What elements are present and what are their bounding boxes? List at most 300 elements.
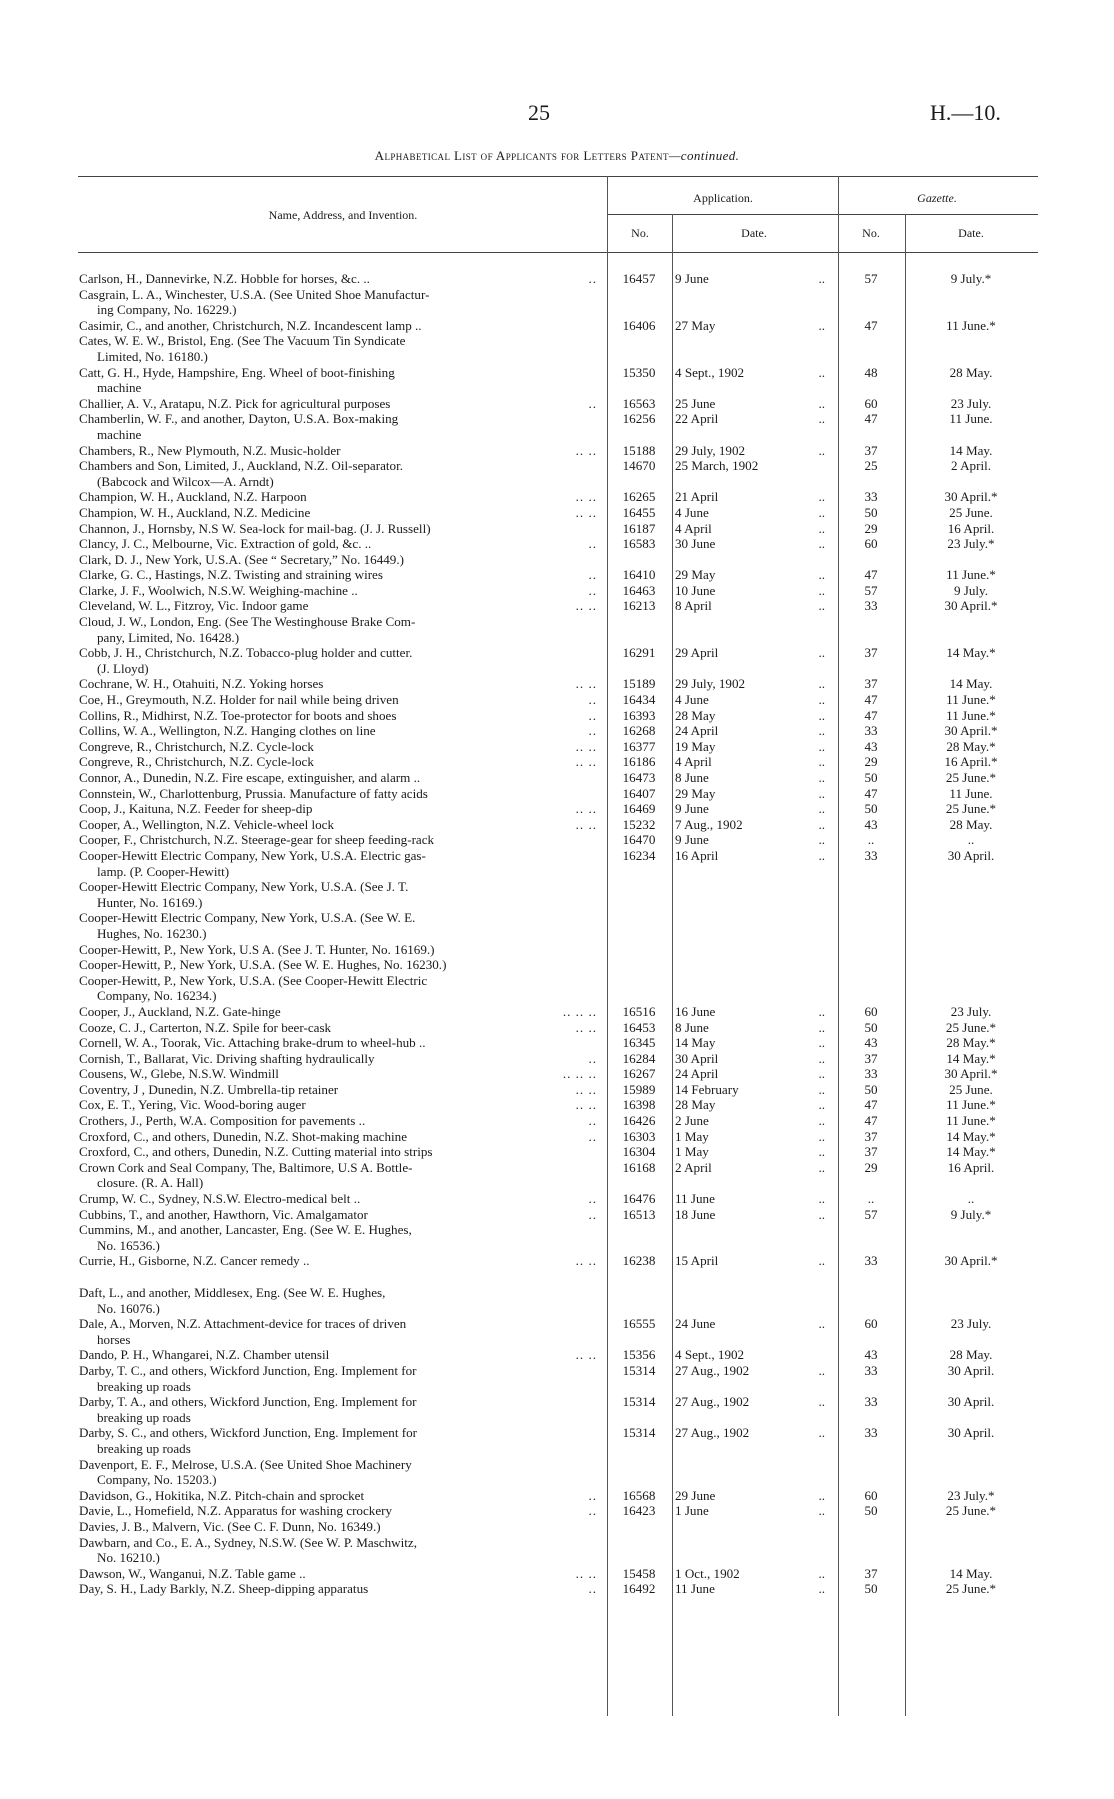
entry-line: Cousens, W., Glebe, N.S.W. Windmill <box>79 1066 279 1082</box>
table-row <box>0 801 1114 817</box>
date-leader-dots: .. <box>818 676 825 692</box>
gazette-date: 28 May. <box>949 816 993 832</box>
application-date <box>675 1113 833 1129</box>
application-date <box>675 676 833 692</box>
gazette-date: 25 June.* <box>945 1503 997 1519</box>
entry-line: Darby, T. A., and others, Wickford Junction, Eng. Implement for <box>79 1394 417 1410</box>
entry-line: Cornell, W. A., Toorak, Vic. Attaching brake-drum to wheel-hub .. <box>79 1035 426 1051</box>
leader-dots: .. .. <box>575 489 597 505</box>
application-date-text: 14 February <box>675 1081 739 1097</box>
table-row <box>0 1566 1114 1582</box>
gazette-date: 30 April. <box>947 1394 995 1410</box>
application-date-text: 2 April <box>675 1159 712 1175</box>
application-date-text: 27 Aug., 1902 <box>675 1425 750 1441</box>
applicant-entry <box>79 1004 597 1020</box>
date-leader-dots: .. <box>818 1503 825 1519</box>
table-row <box>0 676 1114 692</box>
applicant-entry <box>79 1066 597 1082</box>
application-date <box>675 318 833 334</box>
application-date <box>675 1082 833 1098</box>
date-leader-dots: .. <box>818 567 825 583</box>
gazette-date: 30 April.* <box>944 1066 998 1082</box>
table-row <box>0 583 1114 599</box>
gazette-date: 30 April.* <box>944 489 998 505</box>
entry-line: Cobb, J. H., Christchurch, N.Z. Tobacco-plug holder and cutter. <box>79 645 413 661</box>
application-date <box>675 1363 833 1379</box>
date-leader-dots: .. <box>818 754 825 770</box>
gazette-number: 37 <box>864 1128 878 1144</box>
entry-line: Darby, S. C., and others, Wickford Junction, Eng. Implement for <box>79 1425 418 1441</box>
table-row <box>0 817 1114 833</box>
application-number: 16516 <box>622 1003 656 1019</box>
gazette-date: 14 May.* <box>946 1144 996 1160</box>
leader-dots: .. .. <box>575 1097 597 1113</box>
date-leader-dots: .. <box>818 1113 825 1129</box>
leader-dots: .. .. <box>575 1081 597 1097</box>
application-number: 15189 <box>622 676 656 692</box>
leader-dots: .. .. <box>575 1019 597 1035</box>
application-date <box>675 583 833 599</box>
application-date-text: 8 June <box>675 1019 709 1035</box>
table-row <box>0 287 1114 318</box>
date-leader-dots: .. <box>818 1097 825 1113</box>
leader-dots: .. <box>588 536 597 552</box>
entry-line: Clarke, G. C., Hastings, N.Z. Twisting and straining wires <box>79 567 383 583</box>
application-date-text: 4 April <box>675 754 712 770</box>
leader-dots: .. .. .. <box>562 1003 597 1019</box>
gazette-date: 30 April. <box>947 1362 995 1378</box>
application-date <box>675 271 833 287</box>
applicant-entry <box>79 1253 597 1269</box>
application-date-text: 8 April <box>675 598 712 614</box>
entry-continuation: Company, No. 16234.) <box>97 988 217 1004</box>
application-date <box>675 536 833 552</box>
gazette-date: 11 June.* <box>946 1113 996 1129</box>
gazette-date: 16 April.* <box>944 754 998 770</box>
applicant-entry <box>79 1144 597 1160</box>
applicant-entry <box>79 1488 597 1504</box>
table-row <box>0 521 1114 537</box>
table-row <box>0 552 1114 568</box>
application-number: 16256 <box>622 411 656 427</box>
gazette-date: 30 April.* <box>944 598 998 614</box>
gazette-number: 43 <box>864 1347 878 1363</box>
applicant-entry <box>79 1457 597 1488</box>
application-date <box>675 723 833 739</box>
table-row <box>0 1519 1114 1535</box>
table-row <box>0 1129 1114 1145</box>
application-number: 16284 <box>622 1050 656 1066</box>
page-title <box>0 148 1114 164</box>
application-date-text: 10 June <box>675 582 716 598</box>
gazette-date: 11 June.* <box>946 567 996 583</box>
application-date-text: 4 June <box>675 504 709 520</box>
application-date <box>675 1566 833 1582</box>
application-number: 16457 <box>622 271 656 286</box>
date-leader-dots: .. <box>818 847 825 863</box>
application-date <box>675 1051 833 1067</box>
gazette-date: 30 April. <box>947 847 995 863</box>
entry-line: Clarke, J. F., Woolwich, N.S.W. Weighing-machine .. <box>79 582 358 598</box>
application-date-text: 1 May <box>675 1128 709 1144</box>
entry-line: Croxford, C., and others, Dunedin, N.Z. Shot-making machine <box>79 1128 408 1144</box>
gazette-date: 16 April. <box>947 520 995 536</box>
application-date <box>675 521 833 537</box>
application-number: 15314 <box>622 1425 656 1441</box>
applicant-entry <box>79 521 597 537</box>
date-leader-dots: .. <box>818 271 825 286</box>
applicant-entry <box>79 801 597 817</box>
entry-continuation: pany, Limited, No. 16428.) <box>97 629 240 645</box>
applicant-entry <box>79 614 597 645</box>
application-date <box>675 1004 833 1020</box>
entry-line: Cochrane, W. H., Otahuiti, N.Z. Yoking horses <box>79 676 324 692</box>
application-date <box>675 770 833 786</box>
title-main: Alphabetical List of Applicants for Letters Patent <box>374 148 669 163</box>
entry-line: Clark, D. J., New York, U.S.A. (See “ Secretary,” No. 16449.) <box>79 551 404 567</box>
gazette-number: .. <box>867 1191 875 1207</box>
application-number: 16303 <box>622 1128 656 1144</box>
application-date-text: 7 Aug., 1902 <box>675 816 743 832</box>
application-number: 16568 <box>622 1487 656 1503</box>
header-gazette-date: Date. <box>958 226 984 240</box>
application-date-text: 29 July, 1902 <box>675 676 746 692</box>
table-row <box>0 598 1114 614</box>
entry-continuation: closure. (R. A. Hall) <box>97 1175 204 1191</box>
application-date <box>675 1191 833 1207</box>
applicant-entry <box>79 443 597 459</box>
entry-continuation: Limited, No. 16180.) <box>97 348 208 364</box>
entry-line: Chambers and Son, Limited, J., Auckland, N.Z. Oil-separator. <box>79 458 404 474</box>
application-number: 15314 <box>622 1362 656 1378</box>
leader-dots: .. <box>588 395 597 411</box>
table-row <box>0 333 1114 364</box>
header-application: Application. <box>693 191 753 205</box>
applicant-entry <box>79 1316 597 1347</box>
date-leader-dots: .. <box>818 1425 825 1441</box>
entry-line: Cooze, C. J., Carterton, N.Z. Spile for beer-cask <box>79 1019 332 1035</box>
entry-line: Davenport, E. F., Melrose, U.S.A. (See United Shoe Machinery <box>79 1456 412 1472</box>
leader-dots: .. .. <box>575 801 597 817</box>
entry-line: Darby, T. C., and others, Wickford Junction, Eng. Implement for <box>79 1362 417 1378</box>
gazette-number: 47 <box>864 1097 878 1113</box>
table-row <box>0 1394 1114 1425</box>
table-row <box>0 832 1114 848</box>
table-row <box>0 1066 1114 1082</box>
date-leader-dots: .. <box>818 520 825 536</box>
entry-line: Currie, H., Gisborne, N.Z. Cancer remedy .. <box>79 1253 310 1269</box>
entry-line: Cates, W. E. W., Bristol, Eng. (See The Vacuum Tin Syndicate <box>79 333 406 349</box>
application-date-text: 25 March, 1902 <box>675 458 759 474</box>
entry-line: Connstein, W., Charlottenburg, Prussia. Manufacture of fatty acids <box>79 785 428 801</box>
table-row <box>0 708 1114 724</box>
table-row <box>0 1004 1114 1020</box>
application-date <box>675 708 833 724</box>
leader-dots: .. .. .. <box>562 1066 597 1082</box>
table-row <box>0 770 1114 786</box>
gazette-date: 23 July. <box>950 1316 992 1332</box>
entry-line: Channon, J., Hornsby, N.S W. Sea-lock for mail-bag. (J. J. Russell) <box>79 520 431 536</box>
applicant-entry <box>79 598 597 614</box>
table-row <box>0 1285 1114 1316</box>
leader-dots: .. .. <box>575 1253 597 1269</box>
application-date <box>675 801 833 817</box>
table-row <box>0 739 1114 755</box>
applicant-entry <box>79 287 597 318</box>
applicant-entry <box>79 676 597 692</box>
applicant-entry <box>79 723 597 739</box>
applicant-entry <box>79 1566 597 1582</box>
gazette-number: 29 <box>864 520 878 536</box>
gazette-number: 43 <box>864 816 878 832</box>
gazette-number: 50 <box>864 1081 878 1097</box>
gazette-date: 14 May. <box>949 442 993 458</box>
table-row <box>0 754 1114 770</box>
table-row <box>0 1535 1114 1566</box>
date-leader-dots: .. <box>818 1066 825 1082</box>
gazette-number: 47 <box>864 785 878 801</box>
leader-dots: .. .. <box>575 598 597 614</box>
leader-dots: .. <box>588 271 597 286</box>
gazette-number: 57 <box>864 1206 878 1222</box>
application-date-text: 1 Oct., 1902 <box>675 1565 740 1581</box>
applicant-entry <box>79 318 597 334</box>
entry-line: Davie, L., Homefield, N.Z. Apparatus for washing crockery <box>79 1503 393 1519</box>
leader-dots: .. <box>588 1113 597 1129</box>
entry-continuation: (Babcock and Wilcox—A. Arndt) <box>97 473 274 489</box>
applicant-entry <box>79 411 597 442</box>
application-date-text: 16 June <box>675 1003 716 1019</box>
date-leader-dots: .. <box>818 1206 825 1222</box>
applicant-entry <box>79 645 597 676</box>
application-date-text: 28 May <box>675 1097 716 1113</box>
entry-continuation: breaking up roads <box>97 1409 191 1425</box>
applicant-entry <box>79 1535 597 1566</box>
application-number: 16563 <box>622 395 656 411</box>
application-date <box>675 832 833 848</box>
entry-continuation: No. 16076.) <box>97 1300 160 1316</box>
application-date <box>675 848 833 864</box>
application-date-text: 4 Sept., 1902 <box>675 1347 745 1363</box>
application-date-text: 4 June <box>675 692 709 708</box>
gazette-date: 25 June.* <box>945 801 997 817</box>
application-number: 16186 <box>622 754 656 770</box>
entry-line: Cloud, J. W., London, Eng. (See The Westinghouse Brake Com- <box>79 614 416 630</box>
applicant-entry <box>79 957 597 973</box>
applicant-entry <box>79 1191 597 1207</box>
gazette-number: 50 <box>864 801 878 817</box>
gazette-number: 33 <box>864 1425 878 1441</box>
title-suffix: —continued. <box>668 148 740 163</box>
gazette-date: 23 July.* <box>947 536 995 552</box>
application-date-text: 21 April <box>675 489 719 505</box>
leader-dots: .. <box>588 1487 597 1503</box>
gazette-date: 14 May.* <box>946 645 996 661</box>
date-leader-dots: .. <box>818 801 825 817</box>
gazette-number: 37 <box>864 645 878 661</box>
entry-line: Casimir, C., and another, Christchurch, N.Z. Incandescent lamp .. <box>79 317 422 333</box>
date-leader-dots: .. <box>818 785 825 801</box>
table-row <box>0 1581 1114 1597</box>
application-date-text: 29 May <box>675 785 716 801</box>
entry-line: Day, S. H., Lady Barkly, N.Z. Sheep-dipping apparatus <box>79 1581 369 1597</box>
applicant-entry <box>79 1503 597 1519</box>
gazette-number: 43 <box>864 738 878 754</box>
gazette-number: 33 <box>864 723 878 739</box>
entry-continuation: (J. Lloyd) <box>97 660 149 676</box>
date-leader-dots: .. <box>818 598 825 614</box>
gazette-date: 11 June.* <box>946 1097 996 1113</box>
entry-line: Chamberlin, W. F., and another, Dayton, U.S.A. Box-making <box>79 411 399 427</box>
table-row <box>0 318 1114 334</box>
application-date-text: 28 May <box>675 707 716 723</box>
table-row <box>0 1207 1114 1223</box>
application-date <box>675 1097 833 1113</box>
application-date <box>675 1488 833 1504</box>
entry-continuation: breaking up roads <box>97 1378 191 1394</box>
table-row <box>0 1457 1114 1488</box>
applicant-entry <box>79 567 597 583</box>
gazette-date: 14 May.* <box>946 1128 996 1144</box>
entry-continuation: Company, No. 15203.) <box>97 1472 217 1488</box>
applicant-entry <box>79 1129 597 1145</box>
table-row <box>0 365 1114 396</box>
date-leader-dots: .. <box>818 317 825 333</box>
applicant-entry <box>79 489 597 505</box>
gazette-date: 11 June.* <box>946 707 996 723</box>
entry-line: Cooper-Hewitt, P., New York, U.S.A. (See W. E. Hughes, No. 16230.) <box>79 957 447 973</box>
gazette-date: 23 July. <box>950 1003 992 1019</box>
page-number: 25 <box>528 100 550 125</box>
gazette-number: 37 <box>864 1565 878 1581</box>
date-leader-dots: .. <box>818 1019 825 1035</box>
gazette-number: 43 <box>864 1035 878 1051</box>
gazette-date: 30 April. <box>947 1425 995 1441</box>
entry-continuation: horses <box>97 1331 131 1347</box>
applicant-entry <box>79 1394 597 1425</box>
gazette-date: 28 May. <box>949 1347 993 1363</box>
entry-line: Chambers, R., New Plymouth, N.Z. Music-holder <box>79 442 341 458</box>
application-number: 16268 <box>622 723 656 739</box>
table-row <box>0 443 1114 459</box>
applicant-entry <box>79 848 597 879</box>
table-row <box>0 1363 1114 1394</box>
header-application-date: Date. <box>741 226 767 240</box>
application-date-text: 4 April <box>675 520 712 536</box>
entry-line: Cooper-Hewitt Electric Company, New York, U.S.A. (See W. E. <box>79 910 416 926</box>
application-date-text: 29 April <box>675 645 719 661</box>
application-date-text: 9 June <box>675 832 709 848</box>
application-date <box>675 1503 833 1519</box>
gazette-date: 2 April. <box>950 458 991 474</box>
applicant-entry <box>79 1113 597 1129</box>
application-date <box>675 443 833 459</box>
applicant-entry <box>79 505 597 521</box>
application-date-text: 18 June <box>675 1206 716 1222</box>
applicant-entry <box>79 396 597 412</box>
gazette-number: 37 <box>864 1050 878 1066</box>
application-number: 14670 <box>622 458 656 474</box>
date-leader-dots: .. <box>818 1565 825 1581</box>
table-row <box>0 458 1114 489</box>
application-number: 16345 <box>622 1035 656 1051</box>
application-number: 16407 <box>622 785 656 801</box>
entry-line: Congreve, R., Christchurch, N.Z. Cycle-lock <box>79 738 314 754</box>
gazette-number: 60 <box>864 536 878 552</box>
entry-continuation: breaking up roads <box>97 1440 191 1456</box>
applicant-entry <box>79 583 597 599</box>
leader-dots: .. <box>588 1581 597 1597</box>
gazette-number: 50 <box>864 1581 878 1597</box>
application-number: 16463 <box>622 582 656 598</box>
application-date <box>675 1316 833 1332</box>
table-row <box>0 1160 1114 1191</box>
entry-line: Cooper-Hewitt Electric Company, New York, U.S.A. Electric gas- <box>79 847 426 863</box>
application-date <box>675 786 833 802</box>
entry-line: Croxford, C., and others, Dunedin, N.Z. Cutting material into strips <box>79 1144 433 1160</box>
application-date-text: 19 May <box>675 738 716 754</box>
application-number: 16187 <box>622 520 656 536</box>
leader-dots: .. <box>588 1050 597 1066</box>
applicant-entry <box>79 1363 597 1394</box>
gazette-number: 47 <box>864 692 878 708</box>
application-date-text: 11 June <box>675 1191 715 1207</box>
applicant-entry <box>79 1347 597 1363</box>
entry-continuation: Hunter, No. 16169.) <box>97 894 203 910</box>
table-row <box>0 614 1114 645</box>
entry-line: Cooper, J., Auckland, N.Z. Gate-hinge <box>79 1003 281 1019</box>
application-date <box>675 567 833 583</box>
application-date <box>675 692 833 708</box>
gazette-number: .. <box>867 832 875 848</box>
date-leader-dots: .. <box>818 1394 825 1410</box>
leader-dots: .. .. <box>575 1347 597 1363</box>
entry-line: Collins, R., Midhirst, N.Z. Toe-protector for boots and shoes <box>79 707 397 723</box>
table-row <box>0 1191 1114 1207</box>
applicant-entry <box>79 786 597 802</box>
gazette-date: 25 June.* <box>945 1019 997 1035</box>
entry-line: Collins, W. A., Wellington, N.Z. Hanging clothes on line <box>79 723 376 739</box>
gazette-date: 25 June. <box>949 1081 993 1097</box>
entry-line: Casgrain, L. A., Winchester, U.S.A. (See United Shoe Manufactur- <box>79 286 430 302</box>
applicant-entry <box>79 536 597 552</box>
application-date-text: 2 June <box>675 1113 709 1129</box>
application-date <box>675 489 833 505</box>
applicant-entry <box>79 739 597 755</box>
table-row <box>0 973 1114 1004</box>
date-leader-dots: .. <box>818 1035 825 1051</box>
gazette-number: 60 <box>864 1003 878 1019</box>
date-leader-dots: .. <box>818 504 825 520</box>
applicant-entry <box>79 458 597 489</box>
leader-dots: .. <box>588 707 597 723</box>
date-leader-dots: .. <box>818 442 825 458</box>
application-date <box>675 598 833 614</box>
gazette-number: 25 <box>864 458 878 474</box>
application-date <box>675 411 833 427</box>
table-row <box>0 1020 1114 1036</box>
applicant-entry <box>79 365 597 396</box>
date-leader-dots: .. <box>818 536 825 552</box>
applicant-entry <box>79 754 597 770</box>
table-row <box>0 271 1114 287</box>
application-number: 16470 <box>622 832 656 848</box>
application-number: 16267 <box>622 1066 656 1082</box>
applicant-entry <box>79 1222 597 1253</box>
application-date-text: 29 July, 1902 <box>675 442 746 458</box>
leader-dots: .. .. <box>575 1565 597 1581</box>
entry-line: Clancy, J. C., Melbourne, Vic. Extraction of gold, &c. .. <box>79 536 372 552</box>
